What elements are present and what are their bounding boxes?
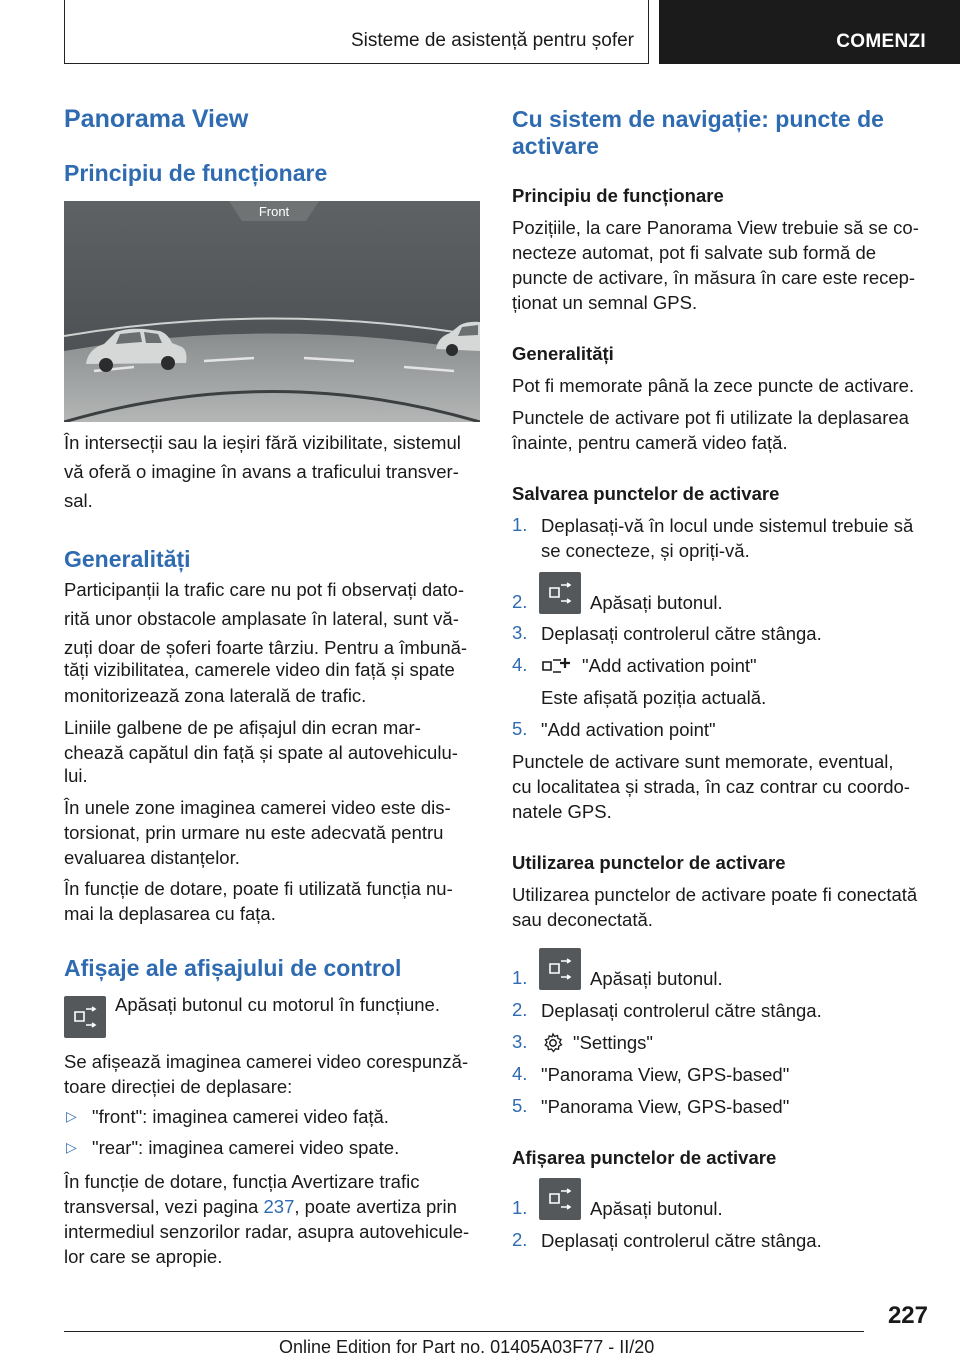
s2-p1: Pot fi memorate până la zece puncte de activare.	[512, 375, 915, 396]
s3-step-1-num: 1.	[512, 514, 528, 535]
s3-step-5-num: 5.	[512, 718, 528, 739]
s1-title: Principiu de funcționare	[512, 185, 724, 206]
s2-title: Generalități	[512, 343, 614, 364]
s3-title: Salvarea punctelor de activare	[512, 483, 780, 504]
general-p2-line-3: lui.	[64, 765, 88, 786]
s4-step-4-text: "Panorama View, GPS-based"	[541, 1064, 790, 1085]
s3-after-line-1: Punctele de activare sunt memorate, eventual,	[512, 751, 894, 772]
s3-step-1-line-1: Deplasați-vă în locul unde sistemul trebuie să	[541, 515, 914, 536]
s4-step-5-text: "Panorama View, GPS-based"	[541, 1096, 790, 1117]
header-section-title: Sisteme de asistență pentru șofer	[350, 30, 634, 51]
header-chapter-title: COMENZI	[836, 31, 926, 52]
general-p3-line-2: torsionat, prin urmare nu este adecvată pentru	[64, 822, 444, 843]
settings-gear-icon	[541, 1031, 565, 1055]
shown-text-line-2: toare direcției de deplasare:	[64, 1076, 293, 1097]
panorama-illustration	[64, 201, 480, 422]
general-p3-line-1: În unele zone imaginea camerei video este dis-	[64, 797, 451, 818]
page-title: Panorama View	[64, 105, 249, 133]
footer-edition: Online Edition for Part no. 01405A03F77 - II/20	[279, 1337, 655, 1357]
s4-step-4-num: 4.	[512, 1063, 528, 1084]
s5-step-2-text: Deplasați controlerul către stânga.	[541, 1230, 822, 1251]
s5-step-2-num: 2.	[512, 1229, 528, 1250]
bullet-rear: "rear": imaginea camerei video spate.	[92, 1137, 400, 1158]
s4-step-1-num: 1.	[512, 967, 528, 988]
s2-p2-line-1: Punctele de activare pot fi utilizate la deplasarea	[512, 407, 909, 428]
page-number: 227	[887, 1302, 928, 1329]
final-line-4: lor care se apropie.	[64, 1246, 223, 1267]
final-line-3: intermediul senzorilor radar, asupra autovehicule-	[64, 1221, 470, 1242]
triangle-bullet-icon: ▷	[66, 1108, 77, 1124]
s4-line-2: sau deconectată.	[512, 909, 653, 930]
final-line-2-text: transversal, vezi pagina	[64, 1196, 264, 1217]
add-activation-point-icon	[541, 654, 575, 678]
s4-step-5-num: 5.	[512, 1095, 528, 1116]
s4-step-3-num: 3.	[512, 1031, 528, 1052]
s3-after-line-3: natele GPS.	[512, 801, 612, 822]
camera-button-icon	[64, 996, 106, 1038]
intro-line-1: În intersecții sau la ieșiri fără vizibilitate, sistemul	[64, 432, 461, 453]
general-p1-line-1: Participanții la trafic care nu pot fi observați dato-	[64, 579, 464, 600]
general-p4-line-2: mai la deplasarea cu fața.	[64, 903, 276, 924]
s3-after-line-2: cu localitatea și strada, în caz contrar cu coordo-	[512, 776, 910, 797]
s3-step-4-sub: Este afișată poziția actuală.	[541, 687, 767, 708]
s5-title: Afișarea punctelor de activare	[512, 1147, 777, 1168]
s3-step-2-num: 2.	[512, 591, 528, 612]
s3-step-1-line-2: se conecteze, și opriți-vă.	[541, 540, 750, 561]
s1-line-2: necteze automat, pot fi salvate sub formă de	[512, 242, 877, 263]
general-p1-line-2: rită unor obstacole amplasate în lateral, sunt vă-	[64, 608, 459, 629]
s4-step-2-num: 2.	[512, 999, 528, 1020]
general-p1-line-4: tăți vizibilitatea, camerele video din față și spate	[64, 659, 455, 680]
s3-step-2-text: Apăsați butonul.	[590, 592, 723, 613]
s3-step-5-text: "Add activation point"	[541, 719, 716, 740]
intro-line-3: sal.	[64, 490, 93, 511]
s4-step-2-text: Deplasați controlerul către stânga.	[541, 1000, 822, 1021]
s4-title: Utilizarea punctelor de activare	[512, 852, 786, 873]
general-p3-line-3: evaluarea distanțelor.	[64, 847, 240, 868]
s5-step-1-num: 1.	[512, 1197, 528, 1218]
camera-button-icon	[539, 948, 581, 990]
s1-line-4: ționat un semnal GPS.	[512, 292, 698, 313]
s2-p2-line-2: înainte, pentru cameră video față.	[512, 432, 788, 453]
nav-title-line-2: activare	[512, 133, 599, 159]
s4-step-1-text: Apăsați butonul.	[590, 968, 723, 989]
press-button-text: Apăsați butonul cu motorul în funcțiune.	[115, 994, 440, 1015]
camera-button-icon	[539, 1178, 581, 1220]
intro-line-2: vă oferă o imagine în avans a traficului transver-	[64, 461, 459, 482]
nav-title-line-1: Cu sistem de navigație: puncte de	[512, 106, 884, 132]
s4-step-3-text: "Settings"	[573, 1032, 653, 1053]
general-p2-line-2: chează capătul din față și spate al autovehiculu-	[64, 742, 458, 763]
s3-step-4-num: 4.	[512, 654, 528, 675]
s3-step-3-num: 3.	[512, 622, 528, 643]
s3-step-4-text: "Add activation point"	[582, 655, 757, 676]
page-link-237[interactable]: 237	[263, 1196, 295, 1217]
header-section-box	[64, 0, 649, 64]
display-title: Afișaje ale afișajului de control	[64, 955, 402, 981]
s1-line-3: puncte de activare, în măsura în care este recep-	[512, 267, 916, 288]
shown-text-line-1: Se afișează imaginea camerei video corespunză-	[64, 1051, 469, 1072]
general-title: Generalități	[64, 546, 191, 572]
general-p1-line-5: monitorizează zona laterală de trafic.	[64, 685, 367, 706]
s4-line-1: Utilizarea punctelor de activare poate fi conectată	[512, 884, 918, 905]
header-chapter-box	[659, 0, 960, 64]
bullet-front: "front": imaginea camerei video față.	[92, 1106, 389, 1127]
final-line-2-tail: , poate avertiza prin	[294, 1196, 457, 1217]
subtitle-principle: Principiu de funcționare	[64, 160, 328, 186]
page-header	[0, 0, 960, 66]
general-p1-line-3: zuți doar de șoferi foarte târziu. Pentru a îmbună-	[64, 637, 468, 658]
panorama-camera-figure	[64, 201, 480, 422]
s5-step-1-text: Apăsați butonul.	[590, 1198, 723, 1219]
figure-label: Front	[258, 204, 290, 219]
s1-line-1: Pozițiile, la care Panorama View trebuie să se co-	[512, 217, 919, 238]
triangle-bullet-icon: ▷	[66, 1139, 77, 1155]
camera-button-icon	[539, 572, 581, 614]
s3-step-3-text: Deplasați controlerul către stânga.	[541, 623, 822, 644]
final-line-1: În funcție de dotare, funcția Avertizare trafic	[64, 1171, 420, 1192]
general-p2-line-1: Liniile galbene de pe afișajul din ecran mar-	[64, 717, 421, 738]
final-line-2	[64, 1195, 457, 1220]
general-p4-line-1: În funcție de dotare, poate fi utilizată funcția nu-	[64, 878, 453, 899]
footer-divider	[64, 1331, 864, 1332]
